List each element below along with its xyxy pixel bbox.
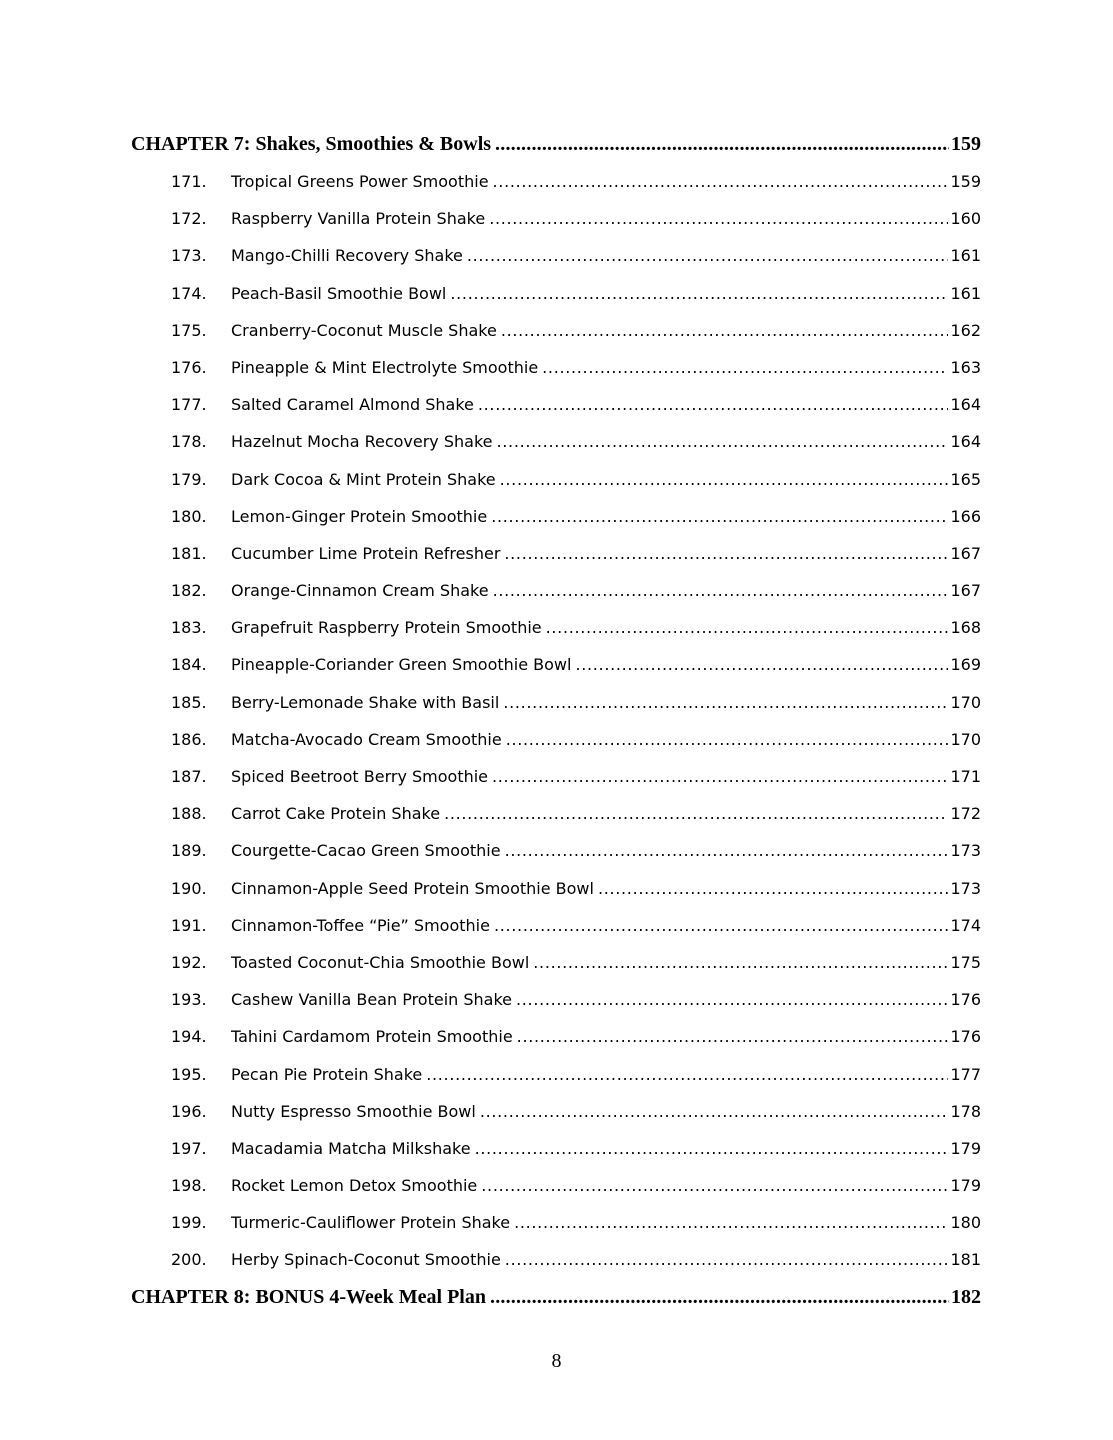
toc-entry[interactable] bbox=[131, 981, 981, 1018]
entry-page: 177 bbox=[950, 1064, 981, 1084]
leader-dots bbox=[481, 1167, 948, 1204]
entry-title: Toasted Coconut-Chia Smoothie Bowl bbox=[231, 952, 530, 972]
toc-entry[interactable] bbox=[131, 572, 981, 609]
leader-dots bbox=[514, 1204, 948, 1241]
toc-entry[interactable] bbox=[131, 1093, 981, 1130]
entry-title: Courgette-Cacao Green Smoothie bbox=[231, 841, 501, 861]
entry-page: 161 bbox=[950, 246, 981, 266]
entry-number: 194. bbox=[171, 1027, 207, 1047]
entry-title: Macadamia Matcha Milkshake bbox=[231, 1138, 471, 1158]
entry-page: 180 bbox=[950, 1213, 981, 1233]
entry-title: Matcha-Avocado Cream Smoothie bbox=[231, 729, 502, 749]
toc-entry[interactable] bbox=[131, 1241, 981, 1278]
leader-dots bbox=[497, 423, 949, 460]
table-of-contents bbox=[131, 126, 981, 1316]
toc-entry[interactable] bbox=[131, 684, 981, 721]
leader-dots bbox=[489, 200, 948, 237]
toc-entry[interactable] bbox=[131, 349, 981, 386]
leader-dots bbox=[493, 572, 949, 609]
leader-dots bbox=[426, 1056, 948, 1093]
toc-entry[interactable] bbox=[131, 312, 981, 349]
entry-page: 161 bbox=[950, 283, 981, 303]
entry-title: Lemon-Ginger Protein Smoothie bbox=[231, 506, 488, 526]
entry-page: 171 bbox=[950, 767, 981, 786]
toc-entry[interactable] bbox=[131, 1204, 981, 1241]
entry-number: 178. bbox=[171, 432, 207, 452]
entry-page: 181 bbox=[950, 1250, 981, 1270]
entry-page: 168 bbox=[950, 618, 981, 638]
leader-dots bbox=[450, 275, 948, 312]
entry-page: 174 bbox=[950, 915, 981, 935]
toc-entry[interactable] bbox=[131, 386, 981, 423]
entry-page: 179 bbox=[950, 1138, 981, 1158]
entry-number: 180. bbox=[171, 506, 207, 526]
entry-number: 185. bbox=[171, 692, 207, 712]
entry-title: Raspberry Vanilla Protein Shake bbox=[231, 209, 486, 229]
leader-dots bbox=[517, 1018, 949, 1055]
chapter-title: CHAPTER 7: Shakes, Smoothies & Bowls bbox=[131, 133, 492, 155]
leader-dots bbox=[490, 1279, 949, 1316]
toc-chapter-8[interactable] bbox=[131, 1279, 981, 1316]
leader-dots bbox=[475, 1130, 949, 1167]
toc-entry[interactable] bbox=[131, 721, 981, 758]
toc-entry[interactable] bbox=[131, 461, 981, 498]
entry-page: 166 bbox=[950, 506, 981, 526]
entry-title: Dark Cocoa & Mint Protein Shake bbox=[231, 469, 496, 489]
toc-entry[interactable] bbox=[131, 832, 981, 869]
entry-title: Tahini Cardamom Protein Smoothie bbox=[231, 1027, 513, 1047]
entry-number: 186. bbox=[171, 729, 207, 749]
chapter-page: 159 bbox=[951, 133, 981, 155]
leader-dots bbox=[500, 461, 949, 498]
entry-title: Cinnamon-Apple Seed Protein Smoothie Bowl bbox=[231, 878, 594, 898]
entry-title: Rocket Lemon Detox Smoothie bbox=[231, 1176, 478, 1196]
toc-entry[interactable] bbox=[131, 609, 981, 646]
entry-number: 198. bbox=[171, 1176, 207, 1196]
entry-page: 163 bbox=[950, 357, 981, 377]
entry-page: 159 bbox=[950, 172, 981, 191]
toc-entry[interactable] bbox=[131, 1167, 981, 1204]
toc-entry[interactable] bbox=[131, 200, 981, 237]
entry-number: 188. bbox=[171, 804, 207, 824]
leader-dots bbox=[480, 1093, 949, 1130]
toc-entry[interactable] bbox=[131, 870, 981, 907]
toc-entry[interactable] bbox=[131, 163, 981, 200]
leader-dots bbox=[503, 684, 948, 721]
entry-number: 179. bbox=[171, 469, 207, 489]
toc-entry[interactable] bbox=[131, 423, 981, 460]
leader-dots bbox=[495, 126, 949, 163]
toc-entry[interactable] bbox=[131, 1130, 981, 1167]
leader-dots bbox=[505, 832, 949, 869]
leader-dots bbox=[501, 312, 949, 349]
entry-page: 173 bbox=[950, 878, 981, 898]
entry-page: 176 bbox=[950, 990, 981, 1010]
entry-number: 174. bbox=[171, 283, 207, 303]
entry-title: Herby Spinach-Coconut Smoothie bbox=[231, 1250, 501, 1270]
entry-title: Cashew Vanilla Bean Protein Shake bbox=[231, 990, 513, 1010]
entry-title: Salted Caramel Almond Shake bbox=[231, 395, 474, 415]
toc-entry[interactable] bbox=[131, 944, 981, 981]
entry-page: 164 bbox=[950, 432, 981, 452]
entry-number: 187. bbox=[171, 767, 207, 786]
toc-entry[interactable] bbox=[131, 535, 981, 572]
entry-page: 164 bbox=[950, 395, 981, 415]
leader-dots bbox=[575, 646, 948, 683]
entry-number: 184. bbox=[171, 655, 207, 675]
entry-page: 162 bbox=[950, 320, 981, 340]
entry-title: Spiced Beetroot Berry Smoothie bbox=[231, 767, 489, 786]
entry-number: 181. bbox=[171, 543, 207, 563]
toc-entry[interactable] bbox=[131, 795, 981, 832]
entry-page: 172 bbox=[950, 804, 981, 824]
chapter-title: CHAPTER 8: BONUS 4-Week Meal Plan bbox=[131, 1285, 486, 1308]
entry-number: 190. bbox=[171, 878, 207, 898]
entry-title: Pineapple-Coriander Green Smoothie Bowl bbox=[231, 655, 572, 675]
entry-number: 192. bbox=[171, 952, 207, 972]
entry-page: 173 bbox=[950, 841, 981, 861]
entry-title: Berry-Lemonade Shake with Basil bbox=[231, 692, 500, 712]
entry-page: 178 bbox=[950, 1101, 981, 1121]
leader-dots bbox=[505, 1241, 949, 1278]
entry-page: 170 bbox=[950, 729, 981, 749]
entry-title: Peach-Basil Smoothie Bowl bbox=[231, 283, 447, 303]
toc-entry[interactable] bbox=[131, 1018, 981, 1055]
leader-dots bbox=[491, 498, 948, 535]
entry-title: Pecan Pie Protein Shake bbox=[231, 1064, 423, 1084]
leader-dots bbox=[467, 237, 949, 274]
toc-chapter-7[interactable] bbox=[131, 126, 981, 163]
toc-entries bbox=[131, 163, 981, 1279]
leader-dots bbox=[492, 758, 948, 795]
entry-number: 191. bbox=[171, 915, 207, 935]
entry-page: 167 bbox=[950, 543, 981, 563]
entry-title: Nutty Espresso Smoothie Bowl bbox=[231, 1101, 476, 1121]
leader-dots bbox=[444, 795, 948, 832]
entry-title: Carrot Cake Protein Shake bbox=[231, 804, 441, 824]
entry-page: 160 bbox=[950, 209, 981, 229]
leader-dots bbox=[506, 721, 949, 758]
entry-number: 171. bbox=[171, 172, 207, 191]
entry-number: 183. bbox=[171, 618, 207, 638]
entry-number: 189. bbox=[171, 841, 207, 861]
leader-dots bbox=[494, 907, 949, 944]
entry-title: Grapefruit Raspberry Protein Smoothie bbox=[231, 618, 542, 638]
entry-page: 165 bbox=[950, 469, 981, 489]
chapter-page: 182 bbox=[951, 1285, 981, 1308]
toc-entry[interactable] bbox=[131, 758, 981, 795]
entry-number: 175. bbox=[171, 320, 207, 340]
entry-title: Pineapple & Mint Electrolyte Smoothie bbox=[231, 357, 539, 377]
leader-dots bbox=[478, 386, 949, 423]
entry-number: 196. bbox=[171, 1101, 207, 1121]
entry-title: Cinnamon-Toffee “Pie” Smoothie bbox=[231, 915, 490, 935]
entry-title: Turmeric-Cauliflower Protein Shake bbox=[231, 1213, 511, 1233]
leader-dots bbox=[533, 944, 948, 981]
entry-number: 193. bbox=[171, 990, 207, 1010]
toc-entry[interactable] bbox=[131, 275, 981, 312]
entry-number: 176. bbox=[171, 357, 207, 377]
leader-dots bbox=[493, 163, 949, 200]
entry-title: Hazelnut Mocha Recovery Shake bbox=[231, 432, 493, 452]
toc-entry[interactable] bbox=[131, 1056, 981, 1093]
entry-page: 169 bbox=[950, 655, 981, 675]
entry-number: 182. bbox=[171, 581, 207, 601]
entry-number: 195. bbox=[171, 1064, 207, 1084]
entry-title: Tropical Greens Power Smoothie bbox=[231, 172, 489, 191]
entry-title: Orange-Cinnamon Cream Shake bbox=[231, 581, 489, 601]
entry-page: 179 bbox=[950, 1176, 981, 1196]
entry-title: Cranberry-Coconut Muscle Shake bbox=[231, 320, 497, 340]
toc-entry[interactable] bbox=[131, 498, 981, 535]
entry-number: 200. bbox=[171, 1250, 207, 1270]
leader-dots bbox=[516, 981, 948, 1018]
leader-dots bbox=[546, 609, 949, 646]
page-number: 8 bbox=[551, 1350, 562, 1372]
leader-dots bbox=[504, 535, 948, 572]
entry-page: 176 bbox=[950, 1027, 981, 1047]
entry-number: 172. bbox=[171, 209, 207, 229]
entry-page: 175 bbox=[950, 952, 981, 972]
entry-number: 197. bbox=[171, 1138, 207, 1158]
entry-title: Cucumber Lime Protein Refresher bbox=[231, 543, 501, 563]
entry-title: Mango-Chilli Recovery Shake bbox=[231, 246, 463, 266]
toc-entry[interactable] bbox=[131, 907, 981, 944]
leader-dots bbox=[542, 349, 948, 386]
entry-page: 167 bbox=[950, 581, 981, 601]
entry-number: 173. bbox=[171, 246, 207, 266]
toc-entry[interactable] bbox=[131, 646, 981, 683]
entry-number: 199. bbox=[171, 1213, 207, 1233]
entry-page: 170 bbox=[950, 692, 981, 712]
leader-dots bbox=[598, 870, 949, 907]
toc-entry[interactable] bbox=[131, 237, 981, 274]
entry-number: 177. bbox=[171, 395, 207, 415]
